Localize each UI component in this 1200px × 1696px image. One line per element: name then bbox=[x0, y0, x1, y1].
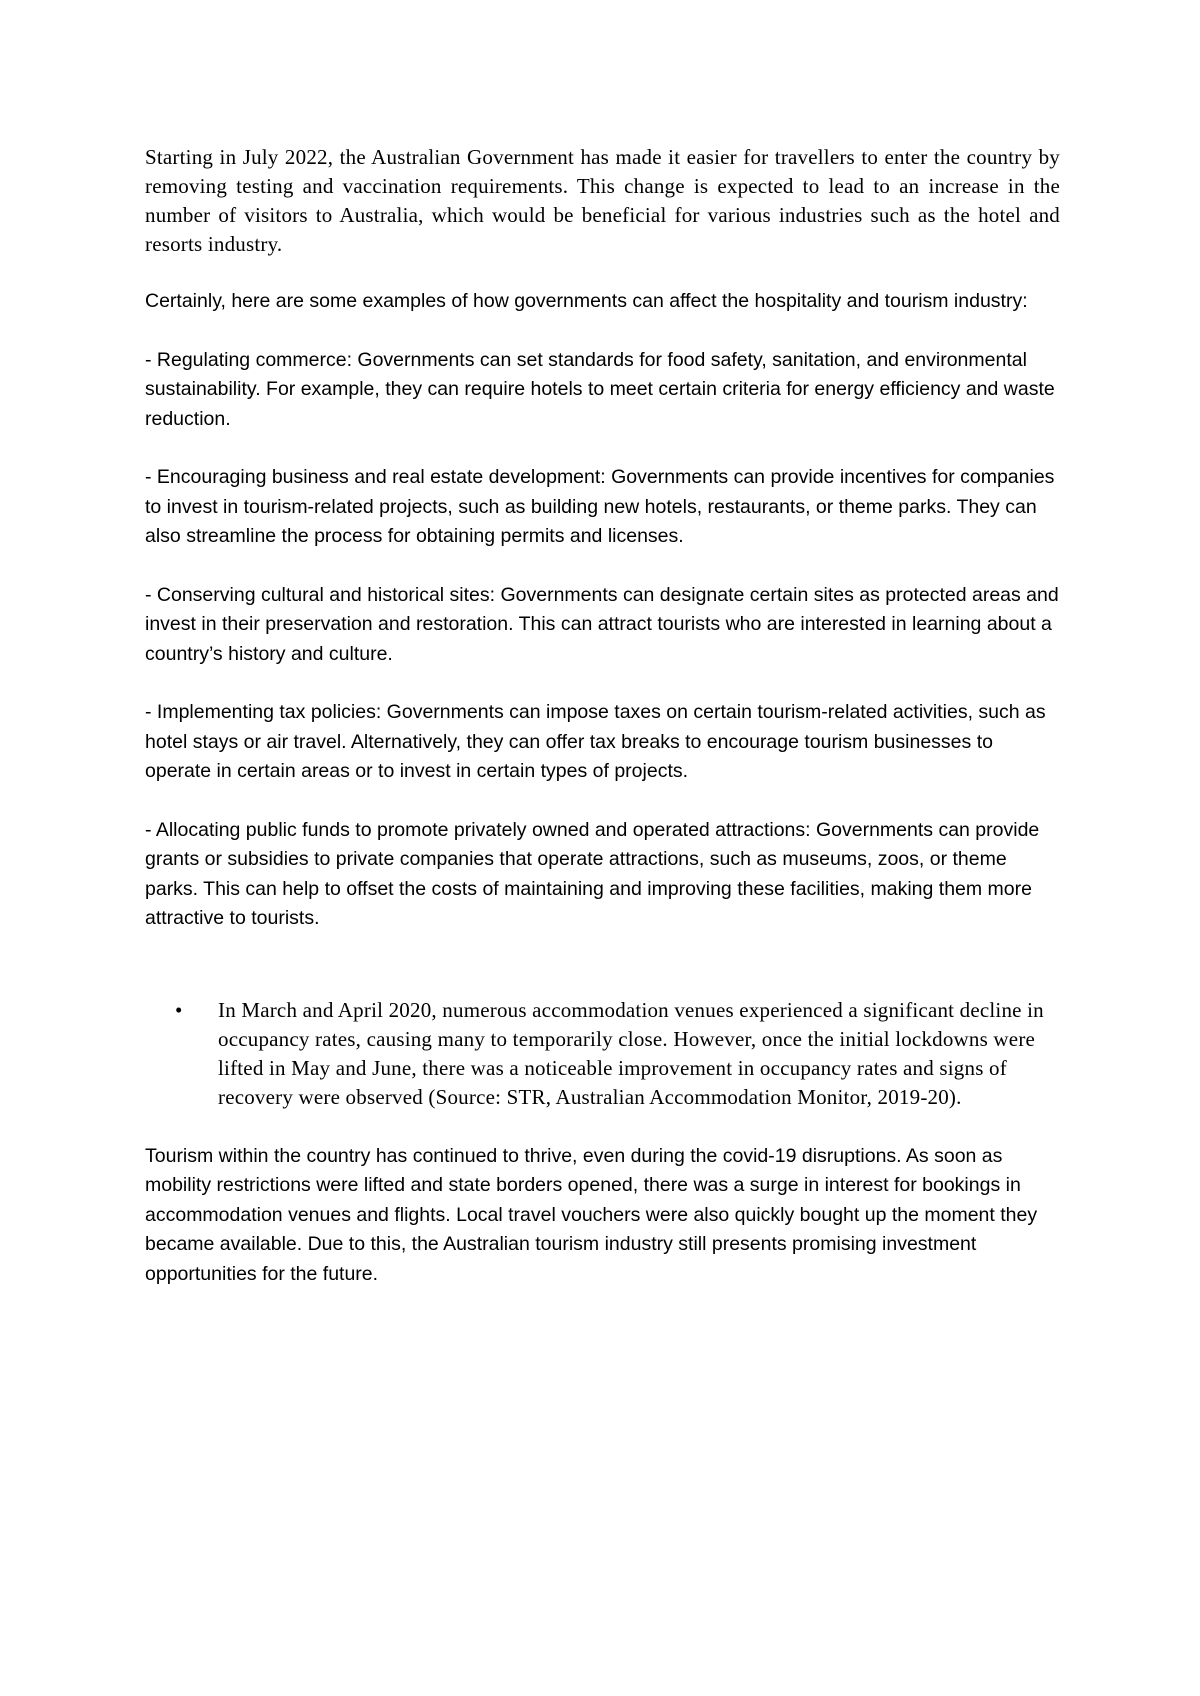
intro-paragraph: Starting in July 2022, the Australian Government has made it easier for travellers to enter the country by removing testing and vaccination requirements. This change is expected to lead to an increase in the number of visitors to Australia, which would be beneficial for various industries such as the hotel and resorts industry. bbox=[145, 145, 1060, 256]
closing-paragraph: Tourism within the country has continued to thrive, even during the covid-19 disruptions. As soon as mobility restrictions were lifted and state borders opened, there was a surge in interest for bookings in accommodation venues and flights. Local travel vouchers were also quickly bought up the moment they became available. Due to this, the Australian tourism industry still presents promising investment opportunities for the future. bbox=[145, 1144, 1038, 1285]
example-conserving-sites: - Conserving cultural and historical sites: Governments can designate certain sites as protected areas and invest in their preservation and restoration. This can attract tourists who are interested in learning about a country’s history and culture. bbox=[145, 583, 1059, 665]
document-body bbox=[145, 143, 1060, 1289]
example-regulating-commerce: - Regulating commerce: Governments can set standards for food safety, sanitation, and environmental sustainability. For example, they can require hotels to meet certain criteria for energy efficiency and waste reduction. bbox=[145, 348, 1055, 430]
bullet-marker: • bbox=[175, 997, 183, 1022]
example-encouraging-development: - Encouraging business and real estate development: Governments can provide incentives for companies to invest in tourism-related projects, such as building new hotels, restaurants, or theme parks. They can also streamline the process for obtaining permits and licenses. bbox=[145, 466, 1055, 547]
bullet-text: In March and April 2020, numerous accommodation venues experienced a significant decline in occupancy rates, causing many to temporarily close. However, once the initial lockdowns were lifted in May and June, there was a noticeable improvement in occupancy rates and signs of recovery were observed (Source: STR, Australian Accommodation Monitor, 2019-20). bbox=[218, 997, 1044, 1109]
list-item bbox=[145, 996, 1060, 1112]
bullet-list bbox=[145, 996, 1060, 1112]
example-tax-policies: - Implementing tax policies: Governments can impose taxes on certain tourism-related activities, such as hotel stays or air travel. Alternatively, they can offer tax breaks to encourage tourism businesses to operate in certain areas or to invest in certain types of projects. bbox=[145, 701, 1046, 782]
lead-in-paragraph: Certainly, here are some examples of how governments can affect the hospitality and tourism industry: bbox=[145, 290, 1028, 312]
example-public-funds: - Allocating public funds to promote privately owned and operated attractions: Governments can provide grants or subsidies to private companies that operate attractions, such as museums, zoos, or theme parks. This can help to offset the costs of maintaining and improving these facilities, making them more attractive to tourists. bbox=[145, 818, 1040, 929]
